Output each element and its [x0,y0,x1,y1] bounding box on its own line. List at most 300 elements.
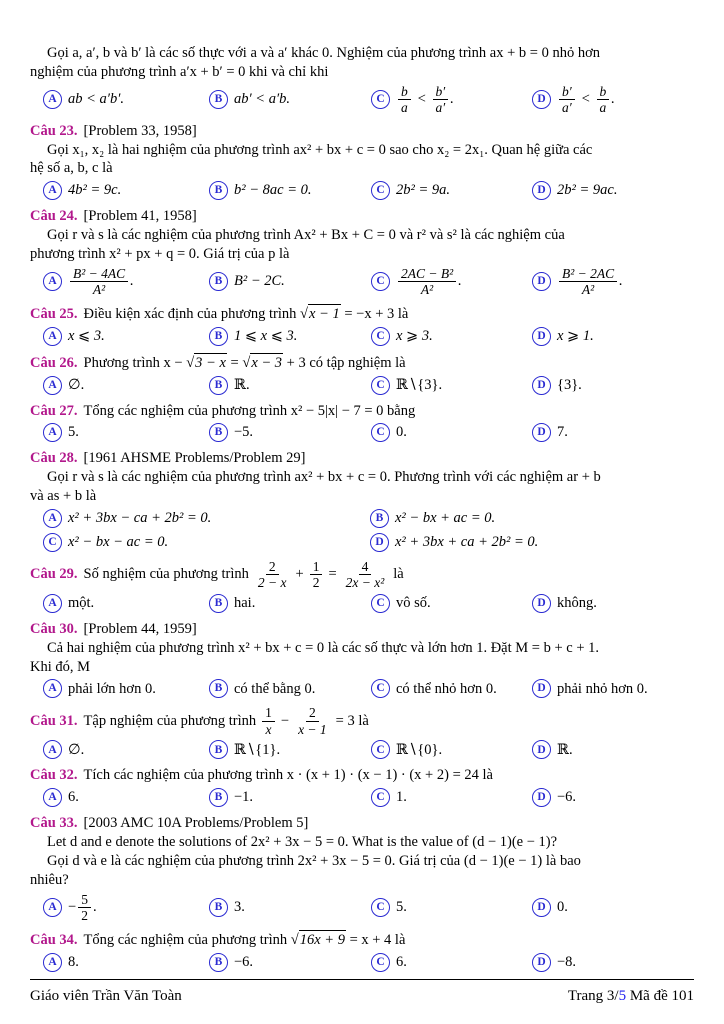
square-root [186,353,227,373]
fraction [597,84,610,116]
fraction-numerator: B² − 2AC [559,266,617,283]
fraction [559,266,617,298]
option-d [532,180,694,201]
fraction-denominator: a′ [562,100,572,116]
math-operator: < [416,91,427,108]
fraction [398,84,411,116]
question-label: Câu 31. [30,713,78,730]
options-row [30,739,694,760]
option-text: 6. [396,953,407,970]
choice-circle-d: D [532,90,551,109]
option-text: x² − bx + ac = 0. [395,509,496,526]
option-text: ∅. [68,376,85,393]
option-c [371,787,532,808]
question-label: Câu 30. [30,620,78,637]
fraction-numerator: b [398,84,411,101]
fraction-denominator: 2 − x [257,575,287,591]
choice-circle-b: B [209,423,228,442]
option-b [209,326,371,347]
question-text-english: Let d and e denote the solutions of 2x² + 3x − 5 = 0. What is the value of (d − 1)(e − 1)? [47,834,558,851]
option-b [209,787,371,808]
choice-circle-c: C [371,181,390,200]
question-text: Số nghiệm của phương trình [83,566,249,583]
fraction [70,266,128,298]
option-d [532,593,694,614]
choice-circle-a: A [43,90,62,109]
fraction-denominator: a [599,100,607,116]
choice-circle-a: A [43,509,62,528]
option-d [532,678,694,699]
options-row [30,952,694,973]
option-a [43,508,370,529]
option-text: −6. [234,953,254,970]
fraction-numerator: b′ [433,84,449,101]
fraction-numerator: 2 [266,559,279,576]
question-text: Gọi r và s là các nghiệm của phương trình ax² + bx + c = 0. Phương trình với các nghiệm ar + b [47,469,601,486]
question-text: + 3 có tập nghiệm là [283,354,406,371]
option-text: 1. [396,789,407,806]
option-text: x ⩾ 3. [396,327,433,344]
choice-circle-c: C [371,376,390,395]
option-d [532,326,694,347]
option-text: không. [557,594,597,611]
choice-circle-b: B [209,788,228,807]
option-b [209,422,371,443]
choice-circle-d: D [532,272,551,291]
radical-sign: √ [290,931,299,948]
option-a [43,952,209,973]
fraction [255,559,290,591]
option-text: 2b² = 9ac. [557,182,618,199]
options-row [30,678,694,699]
choice-circle-b: B [209,679,228,698]
choice-circle-a: A [43,327,62,346]
math-operator: + [295,566,304,583]
footer-page-info [568,987,694,1007]
question-text: Tích các nghiệm của phương trình x · (x + 1) · (x − 1) · (x + 2) = 24 là [83,767,493,784]
question-cau-31 [30,705,694,760]
option-text: 2b² = 9a. [396,182,451,199]
option-text: ℝ. [557,741,573,758]
option-c [371,180,532,201]
question-text: Cả hai nghiệm của phương trình x² + bx + c = 0 là các số thực và lớn hơn 1. Đặt M = b + c + 1. [47,639,599,656]
question-text: Gọi a, a′, b và b′ là các số thực với a và a′ khác 0. Nghiệm của phương trình ax + b = 0 nhỏ hơn [47,45,601,61]
choice-circle-b: B [209,898,228,917]
question-label: Câu 26. [30,354,78,371]
option-punctuation: . [130,273,134,290]
question-header [30,930,694,950]
option-text: 0. [557,899,568,916]
option-punctuation: . [450,91,454,108]
option-text: 6. [68,789,79,806]
radicand: 3 − x [195,354,226,371]
choice-circle-d: D [532,953,551,972]
question-text: = 3 là [335,713,369,730]
option-text: x ⩾ 1. [557,327,594,344]
option-text: ℝ∖{3}. [396,376,443,393]
choice-circle-d: D [532,740,551,759]
question-cau-27 [30,402,694,444]
radicand: x − 1 [308,305,340,322]
question-22-continuation [30,44,694,116]
page-total-link[interactable]: 5 [618,987,627,1004]
choice-circle-c: C [371,90,390,109]
option-text [68,892,97,924]
option-text: ab′ < a′b. [234,91,291,108]
fraction-denominator: x − 1 [298,721,327,737]
choice-circle-b: B [209,376,228,395]
choice-circle-d: D [532,423,551,442]
option-text: 5. [68,424,79,441]
choice-circle-b: B [209,181,228,200]
option-b [209,375,371,396]
choice-circle-a: A [43,423,62,442]
choice-circle-d: D [532,898,551,917]
option-text [396,266,462,298]
choice-circle-c: C [371,594,390,613]
option-c [371,952,532,973]
question-cau-26 [30,353,694,396]
option-d [532,787,694,808]
option-b [209,271,371,292]
math-operator: < [580,91,591,108]
question-header [30,402,694,421]
choice-circle-d: D [532,181,551,200]
fraction-denominator: a′ [435,100,446,116]
square-root [300,304,341,324]
option-d [532,952,694,973]
choice-circle-b: B [370,509,389,528]
question-label: Câu 23. [30,122,78,139]
option-text: −1. [234,789,254,806]
question-source: [Problem 41, 1958] [83,208,197,225]
question-header [30,814,694,833]
choice-circle-d: D [370,533,389,552]
question-header [30,766,694,785]
question-text: là [393,566,404,583]
question-label: Câu 24. [30,208,78,225]
question-label: Câu 33. [30,815,78,832]
question-text: Phương trình x − [83,354,187,371]
option-text [557,84,615,116]
option-text: có thể bằng 0. [234,680,316,697]
option-text: {3}. [557,376,582,393]
option-text [396,84,454,116]
option-text [557,266,623,298]
math-operator: − [280,713,290,730]
choice-circle-c: C [371,788,390,807]
option-text: ℝ∖{0}. [396,741,443,758]
fraction-denominator: a [401,100,408,116]
fraction-numerator: b [597,84,610,101]
option-c [371,422,532,443]
fraction-numerator: 1 [262,705,275,722]
options-row [30,787,694,808]
radical-sign: √ [242,354,251,371]
option-text: x² + 3bx + ca + 2b² = 0. [395,533,539,550]
radicand: x − 3 [251,354,283,371]
question-header [30,122,694,141]
option-c [371,739,532,760]
option-c [43,532,370,553]
choice-circle-a: A [43,181,62,200]
question-cau-34 [30,930,694,973]
fraction-numerator: B² − 4AC [70,266,128,283]
choice-circle-d: D [532,788,551,807]
option-b [209,593,371,614]
option-c [371,84,532,116]
question-cau-29 [30,559,694,614]
choice-circle-c: C [371,953,390,972]
option-text: x² + 3bx − ca + 2b² = 0. [68,509,212,526]
option-text: phải nhỏ hơn 0. [557,680,648,697]
question-text: Điều kiện xác định của phương trình [83,305,301,322]
fraction-numerator: 5 [78,892,91,909]
question-header [30,705,694,737]
choice-circle-c: C [371,423,390,442]
fraction-denominator: A² [581,282,595,298]
option-a [43,326,209,347]
fraction [78,892,91,924]
options-row [30,892,694,924]
choice-circle-c: C [43,533,62,552]
choice-circle-b: B [209,327,228,346]
option-text: có thể nhỏ hơn 0. [396,680,497,697]
question-text: phương trình x² + px + q = 0. Giá trị của p là [30,245,290,262]
question-text: Gọi d và e là các nghiệm của phương trình 2x² + 3x − 5 = 0. Giá trị của (d − 1)(e − 1) là bao [47,853,581,869]
option-a [43,787,209,808]
question-source: [1961 AHSME Problems/Problem 29] [83,450,306,467]
option-text: hai. [234,594,256,611]
fraction-denominator: 2 [81,908,88,924]
option-text: b² − 8ac = 0. [234,182,312,199]
option-b [209,180,371,201]
option-d [532,84,694,116]
option-d [532,266,694,298]
question-text: Khi đó, M [30,658,91,675]
choice-circle-c: C [371,740,390,759]
exam-code-text: Mã đề 101 [626,987,694,1004]
choice-circle-a: A [43,788,62,807]
option-c [371,375,532,396]
fraction [433,84,449,116]
question-header [30,449,694,468]
option-text: 3. [234,899,245,916]
question-cau-33 [30,814,694,923]
question-label: Câu 34. [30,931,78,948]
question-cau-32 [30,766,694,808]
option-d [370,532,694,553]
question-cau-25 [30,304,694,347]
question-text: Tổng các nghiệm của phương trình x² − 5|x| − 7 = 0 bằng [83,402,416,419]
question-text: = x + 4 là [345,931,406,948]
option-text: −5. [234,424,254,441]
question-text: Tổng các nghiệm của phương trình [83,931,291,948]
option-text: 5. [396,899,407,916]
question-label: Câu 32. [30,767,78,784]
question-text: = −x + 3 là [340,305,409,322]
question-label: Câu 27. [30,402,78,419]
option-text: vô số. [396,594,431,611]
options-row [30,375,694,396]
question-header [30,353,694,373]
option-b [209,89,371,110]
option-text: 4b² = 9c. [68,182,122,199]
option-text: một. [68,594,95,611]
option-d [532,897,694,918]
choice-circle-a: A [43,272,62,291]
option-text: ℝ∖{1}. [234,741,281,758]
choice-circle-a: A [43,898,62,917]
fraction [310,559,323,591]
fraction-numerator: 4 [359,559,372,576]
option-text: −6. [557,789,577,806]
option-text: x ⩽ 3. [68,327,105,344]
fraction-numerator: 2 [306,705,319,722]
option-d [532,739,694,760]
option-a [43,422,209,443]
option-a [43,89,209,110]
option-a [43,678,209,699]
question-cau-23 [30,122,694,202]
options-row [30,84,694,116]
options-row [30,266,694,298]
options-row [30,422,694,443]
option-c [371,266,532,298]
option-text: 7. [557,424,568,441]
option-c [371,593,532,614]
options-row [30,593,694,614]
question-header [30,207,694,226]
fraction-denominator: A² [92,282,106,298]
radicand: 16x + 9 [299,931,345,948]
question-header [30,559,694,591]
option-text: phải lớn hơn 0. [68,680,156,697]
fraction [398,266,456,298]
choice-circle-c: C [371,327,390,346]
option-text: ab < a′b′. [68,91,125,108]
option-b [209,952,371,973]
choice-circle-d: D [532,327,551,346]
option-text: 0. [396,424,407,441]
option-c [371,897,532,918]
option-text: 8. [68,953,79,970]
choice-circle-d: D [532,679,551,698]
choice-circle-b: B [209,594,228,613]
square-root [242,353,283,373]
option-b [209,739,371,760]
fraction-denominator: 2 [312,575,320,591]
option-a [43,739,209,760]
question-label: Câu 25. [30,305,78,322]
option-d [532,422,694,443]
option-text: x² − bx − ac = 0. [68,533,169,550]
option-text: B² − 2C. [234,273,285,290]
question-header [30,304,694,324]
question-cau-30 [30,620,694,700]
question-source: [2003 AMC 10A Problems/Problem 5] [83,815,309,832]
option-b [370,508,694,529]
math-operator: − [68,899,77,916]
option-a [43,593,209,614]
choice-circle-a: A [43,594,62,613]
choice-circle-a: A [43,953,62,972]
option-a [43,375,209,396]
option-b [209,678,371,699]
fraction-numerator: 2AC − B² [398,266,456,283]
option-punctuation: . [92,899,97,916]
choice-circle-c: C [371,898,390,917]
page-number-text: Trang 3/ [567,987,619,1004]
page-footer [30,979,694,1007]
radical-sign: √ [300,305,308,322]
option-b [209,897,371,918]
question-header [30,620,694,639]
choice-circle-a: A [43,376,62,395]
option-text: ∅. [68,741,85,758]
option-text: ℝ. [234,376,250,393]
option-a [43,892,209,924]
choice-circle-c: C [371,272,390,291]
fraction-numerator: 1 [310,559,323,576]
fraction [343,559,388,591]
question-cau-24 [30,207,694,298]
radical-sign: √ [186,354,195,371]
fraction [262,705,275,737]
choice-circle-d: D [532,594,551,613]
square-root [291,930,346,950]
fraction-numerator: b′ [559,84,575,101]
option-punctuation: . [458,273,462,290]
choice-circle-b: B [209,953,228,972]
choice-circle-b: B [209,90,228,109]
question-label: Câu 29. [30,566,78,583]
question-text: Gọi x₁, x₂ là hai nghiệm của phương trình ax² + bx + c = 0 sao cho x₂ = 2x₁. Quan hệ giữa các [47,141,593,158]
fraction-denominator: x [265,721,272,737]
option-text [68,266,134,298]
question-text: Tập nghiệm của phương trình [83,713,257,730]
choice-circle-c: C [371,679,390,698]
question-text: = [226,354,243,371]
option-punctuation: . [611,91,615,108]
choice-circle-a: A [43,740,62,759]
question-source: [Problem 44, 1959] [83,620,197,637]
fraction-denominator: A² [420,282,434,298]
math-operator: = [328,566,337,583]
option-c [371,326,532,347]
choice-circle-b: B [209,740,228,759]
question-text: Gọi r và s là các nghiệm của phương trình Ax² + Bx + C = 0 và r² và s² là các nghiệm của [47,227,565,244]
footer-teacher-name: Giáo viên Trần Văn Toàn [30,987,182,1004]
question-cau-28 [30,449,694,553]
choice-circle-d: D [532,376,551,395]
fraction [295,705,330,737]
choice-circle-b: B [209,272,228,291]
option-punctuation: . [619,273,623,290]
options-row [30,180,694,201]
option-a [43,266,209,298]
question-text: hệ số a, b, c là [30,160,113,177]
option-d [532,375,694,396]
question-text: và as + b là [30,488,97,505]
options-grid [30,508,694,553]
option-text: −8. [557,953,577,970]
option-a [43,180,209,201]
option-text: 1 ⩽ x ⩽ 3. [234,327,298,344]
option-c [371,678,532,699]
question-source: [Problem 33, 1958] [83,122,197,139]
options-row [30,326,694,347]
